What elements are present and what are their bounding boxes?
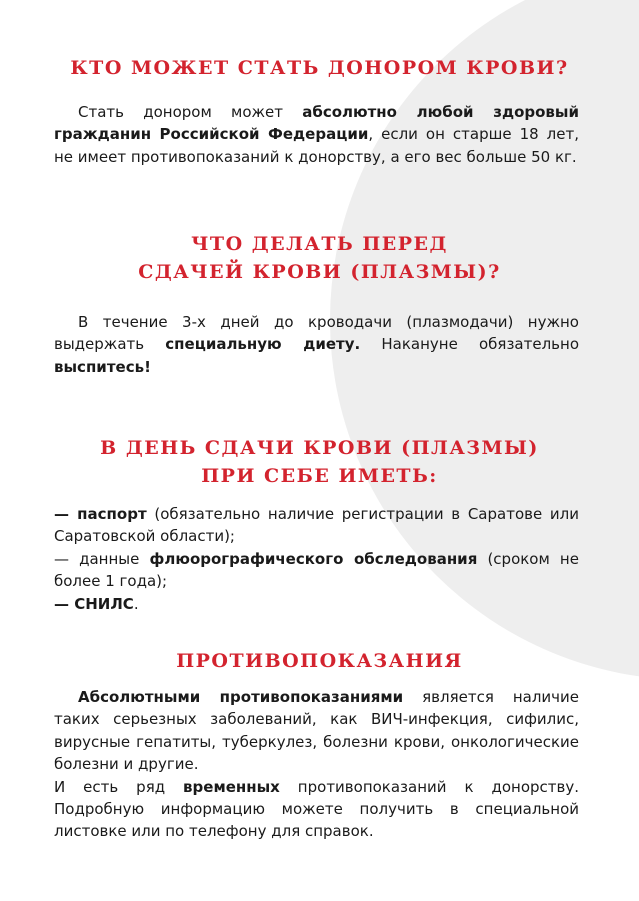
list-item-passport: — паспорт (обязательно наличие регистрации в Саратове или Саратовской области); (54, 505, 579, 546)
heading-contraindications: ПРОТИВОПОКАЗАНИЯ (176, 650, 463, 672)
contraindications-temporary: И есть ряд временных противопоказаний к донорству. Подробную информацию можете получить в специальной листовке или по телефону для справок. (54, 777, 580, 841)
list-documents (54, 503, 579, 615)
heading-bring-with-you: В ДЕНЬ СДАЧИ КРОВИ (ПЛАЗМЫ) ПРИ СЕБЕ ИМЕТЬ: (100, 437, 539, 487)
heading-before-donation: ЧТО ДЕЛАТЬ ПЕРЕД СДАЧЕЙ КРОВИ (ПЛАЗМЫ)? (138, 233, 501, 283)
paragraph-contraindications (54, 686, 579, 843)
contraindications-absolute: Абсолютными противопоказаниями является наличие таких серьезных заболеваний, как ВИЧ-инфекция, сифилис, вирусные гепатиты, туберкулез, болезни крови, онкологические болезни и другие. (54, 688, 579, 774)
heading-who-can-donate: КТО МОЖЕТ СТАТЬ ДОНОРОМ КРОВИ? (70, 57, 569, 79)
list-item-fluorography: — данные флюорографического обследования (сроком не более 1 года); (54, 549, 579, 591)
list-item-snils: — СНИЛС. (54, 594, 139, 613)
paragraph-before-donation: В течение 3-х дней до кроводачи (плазмодачи) нужно выдержать специальную диету. Накануне обязательно выспитесь! (54, 313, 579, 376)
paragraph-who-can-donate: Стать донором может абсолютно любой здоровый гражданин Российской Федерации, если он старше 18 лет, не имеет противопоказаний к донорству, а его вес больше 50 кг. (54, 103, 579, 166)
